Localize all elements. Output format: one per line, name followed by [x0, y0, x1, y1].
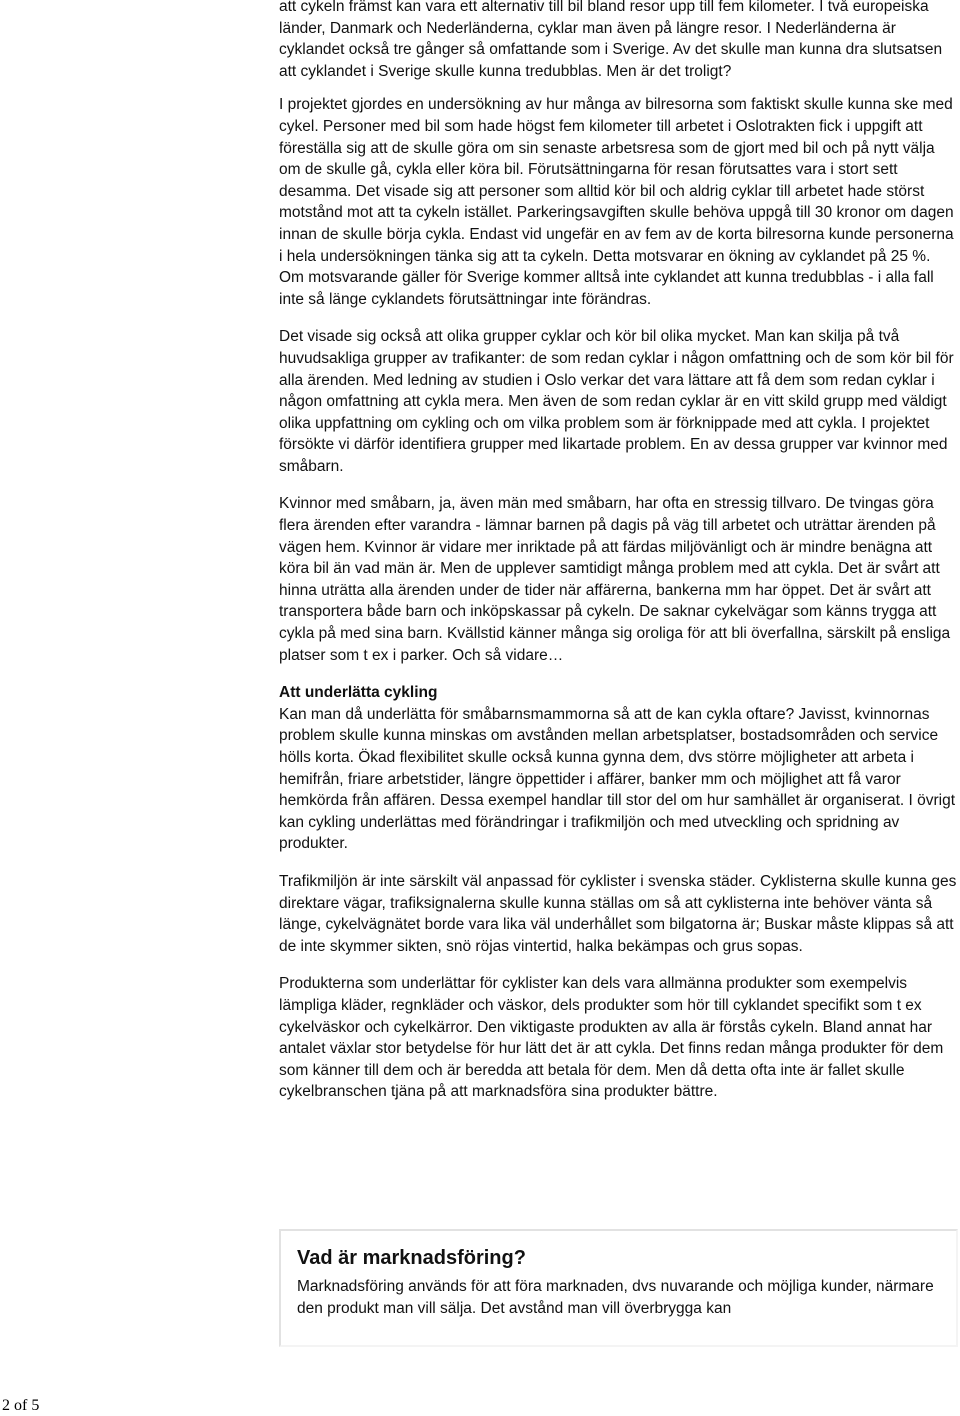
paragraph: Produkterna som underlättar för cyklister kan dels vara allmänna produkter som exempelvis lämpliga kläder, regnkläder och väskor, dels produkter som hör till cyklandet specifikt som t ex cykelväskor och cykelkärror. Den viktigaste produkten av alla är förstås cykeln. Bland annat har antalet växlar stor betydelse för hur lätt det är att cykla. Det finns redan många produkter för dem som känner till dem och är beredda att betala för dem. Men då detta ofta inte är fallet skulle cykelbranschen tjäna på att marknadsföra sina produkter bättre.: [279, 975, 944, 1101]
info-box-text: Marknadsföring används för att föra marknaden, dvs nuvarande och möjliga kunder, närmare den produkt man vill sälja. Det avstånd man vill överbrygga kan: [297, 1278, 934, 1317]
paragraph: Trafikmiljön är inte särskilt väl anpassad för cyklister i svenska städer. Cyklisterna skulle kunna ges direktare vägar, trafiksignalerna skulle kunna ställas om så att cyklisterna inte behöver vänta så länge, cykelvägnätet borde vara lika väl underhållet som bilgatorna är; Buskar måste klippas så att de inte skymmer sikten, snö röjas vintertid, halka bekämpas och grus sopas.: [279, 872, 957, 955]
info-box-marketing: [279, 1229, 958, 1347]
info-box-title: Vad är marknadsföring?: [297, 1247, 526, 1269]
section-heading: Att underlätta cykling: [279, 684, 438, 702]
article-body: [279, 0, 959, 1119]
section-cycling: [279, 682, 959, 1103]
paragraph: I projektet gjordes en undersökning av hur många av bilresorna som faktiskt skulle kunna ske med cykel. Personer med bil som hade högst fem kilometer till arbetet i Oslotrakten fick i uppgift att föreställa sig att de skulle göra om sin senaste arbetsresa som de gjort med bil och på nytt välja om de skulle gå, cykla eller köra bil. Förutsättningarna för resan förutsattes vara i stort sett desamma. Det visade sig att personer som alltid kör bil och aldrig cyklar till arbetet hade störst motstånd mot att ta cykeln istället. Parkeringsavgiften skulle behöva uppgå till 30 kronor om dagen innan de skulle börja cykla. Endast vid ungefär en av fem av de korta bilresorna kunde personerna i hela undersökningen tänka sig att ta cykeln. Detta motsvarar en ökning av cyklandet på 25 %. Om motsvarande gäller för Sverige kommer alltså inte cyklandet att kunna tredubblas - i alla fall inte så länge cyklandets förutsättningar inte förändras.: [279, 96, 954, 308]
paragraph: Det visade sig också att olika grupper cyklar och kör bil olika mycket. Man kan skilja på två huvudsakliga grupper av trafikanter: de som redan cyklar i någon omfattning och de som kör bil för alla ärenden. Med ledning av studien i Oslo verkar det vara lättare att få dem som redan cyklar i någon omfattning att cykla mera. Men även de som redan cyklar är en vitt skild grupp med väldigt olika uppfattning om cykling och om vilka problem som är förknippade med att cykla. I projektet försökte vi därför identifiera grupper med likartade problem. En av dessa grupper var kvinnor med småbarn.: [279, 328, 954, 475]
paragraph: Kan man då underlätta för småbarnsmammorna så att de kan cykla oftare? Javisst, kvinnornas problem skulle kunna minskas om avstånden mellan arbetsplatser, bostadsområden och service hölls korta. Ökad flexibilitet skulle också kunna gynna dem, dvs större möjligheter att arbeta i hemifrån, friare arbetstider, längre öppettider i affärer, banker mm och möjlighet att få varor hemkörda från affären. Dessa exempel handlar till stor del om hur samhället är organiserat. I övrigt kan cykling underlättas med förändringar i trafikmiljön och med utveckling och spridning av produkter.: [279, 705, 956, 853]
paragraph: Kvinnor med småbarn, ja, även män med småbarn, har ofta en stressig tillvaro. De tvingas göra flera ärenden efter varandra - lämnar barnen på dagis på väg till arbetet och uträttar ärenden på vägen hem. Kvinnor är vidare mer inriktade på att färdas miljövänligt och är mindre benägna att köra bil än vad män är. Men de upplever samtidigt många problem med att cykla. Det är svårt att hinna uträtta alla ärenden under de tider när affärerna, bankerna mm har öppet. Det är svårt att transportera både barn och inköpskassar på cykeln. De saknar cykelvägar som känns trygga att cykla på med sina barn. Kvällstid känner många sig oroliga för att bli överfallna, särskilt på ensliga platser som t ex i parker. Och så vidare…: [279, 495, 951, 664]
paragraph: att cykeln främst kan vara ett alternativ till bil bland resor upp till fem kilometer. I två europeiska länder, Danmark och Nederländerna, cyklar man även på längre resor. I Nederländerna är cyklandet också tre gånger så omfattande som i Sverige. Av det skulle man kunna dra slutsatsen att cyklandet i Sverige skulle kunna tredubblas. Men är det troligt?: [279, 0, 943, 80]
page-number: 2 of 5: [2, 1397, 40, 1414]
